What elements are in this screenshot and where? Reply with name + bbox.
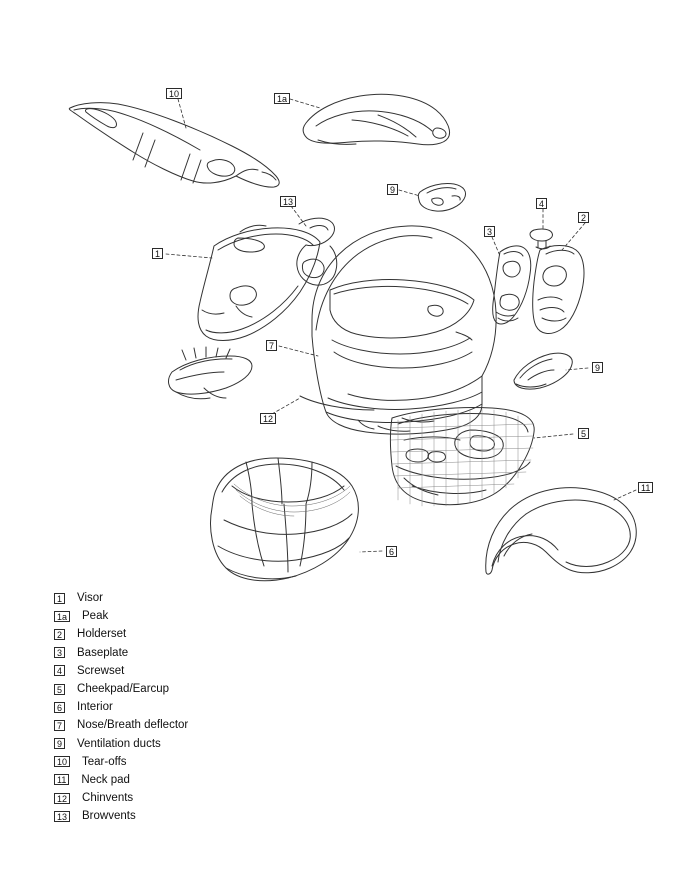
callout-9-side: 9 xyxy=(592,362,603,373)
part-interior xyxy=(211,458,359,581)
legend-item-neck-pad xyxy=(54,771,384,789)
legend-label: Ventilation ducts xyxy=(77,737,161,750)
part-vent-top xyxy=(418,183,465,211)
callout-7: 7 xyxy=(266,340,277,351)
part-baseplate xyxy=(493,246,531,324)
legend-label: Visor xyxy=(77,592,104,605)
legend-label: Screwset xyxy=(77,664,125,677)
part-helmet-shell xyxy=(312,226,496,434)
callout-1: 1 xyxy=(152,248,163,259)
part-nose-deflector xyxy=(169,347,252,399)
legend-item-nose-breath-deflector xyxy=(54,716,384,734)
legend-item-visor xyxy=(54,589,384,607)
legend-item-baseplate xyxy=(54,644,384,662)
legend-number: 2 xyxy=(54,629,65,640)
legend-number: 9 xyxy=(54,738,65,749)
legend-label: Nose/Breath deflector xyxy=(77,719,189,732)
legend-number: 3 xyxy=(54,647,65,658)
callout-2: 2 xyxy=(578,212,589,223)
part-tear-offs xyxy=(69,103,279,188)
callout-4: 4 xyxy=(536,198,547,209)
legend-item-holderset xyxy=(54,625,384,643)
callout-6: 6 xyxy=(386,546,397,557)
legend-item-interior xyxy=(54,698,384,716)
legend-number: 12 xyxy=(54,793,70,804)
legend-number: 1 xyxy=(54,593,65,604)
legend-label: Neck pad xyxy=(81,773,130,786)
legend-label: Peak xyxy=(82,610,109,623)
legend-number: 10 xyxy=(54,756,70,767)
legend-label: Browvents xyxy=(82,810,136,823)
legend-number: 7 xyxy=(54,720,65,731)
legend-label: Baseplate xyxy=(77,646,129,659)
legend-number: 11 xyxy=(54,774,69,785)
legend-number: 13 xyxy=(54,811,70,822)
callout-12: 12 xyxy=(260,413,276,424)
legend-item-chinvents xyxy=(54,789,384,807)
legend-label: Cheekpad/Earcup xyxy=(77,683,170,696)
legend-item-cheekpad-earcup xyxy=(54,680,384,698)
callout-10: 10 xyxy=(166,88,182,99)
legend-number: 5 xyxy=(54,684,65,695)
part-vent-side xyxy=(514,353,572,389)
callout-5: 5 xyxy=(578,428,589,439)
legend-number: 4 xyxy=(54,665,65,676)
legend-item-browvents xyxy=(54,807,384,825)
legend-label: Interior xyxy=(77,701,113,714)
part-cheekpad xyxy=(391,407,535,506)
legend-number: 1a xyxy=(54,611,70,622)
legend-item-ventilation-ducts xyxy=(54,735,384,753)
legend-number: 6 xyxy=(54,702,65,713)
callout-3: 3 xyxy=(484,226,495,237)
legend-item-screwset xyxy=(54,662,384,680)
callout-13: 13 xyxy=(280,196,296,207)
part-neck-pad xyxy=(486,488,637,574)
callout-1a: 1a xyxy=(274,93,290,104)
legend-label: Holderset xyxy=(77,628,127,641)
part-visor xyxy=(198,228,320,341)
legend-item-peak xyxy=(54,607,384,625)
legend-item-tear-offs xyxy=(54,753,384,771)
callout-9-top: 9 xyxy=(387,184,398,195)
part-holderset xyxy=(533,246,584,334)
legend-label: Tear-offs xyxy=(82,755,127,768)
callout-11: 11 xyxy=(638,482,653,493)
part-peak xyxy=(303,94,449,145)
legend-label: Chinvents xyxy=(82,792,134,805)
parts-legend xyxy=(54,589,384,825)
part-screwset xyxy=(530,229,552,249)
